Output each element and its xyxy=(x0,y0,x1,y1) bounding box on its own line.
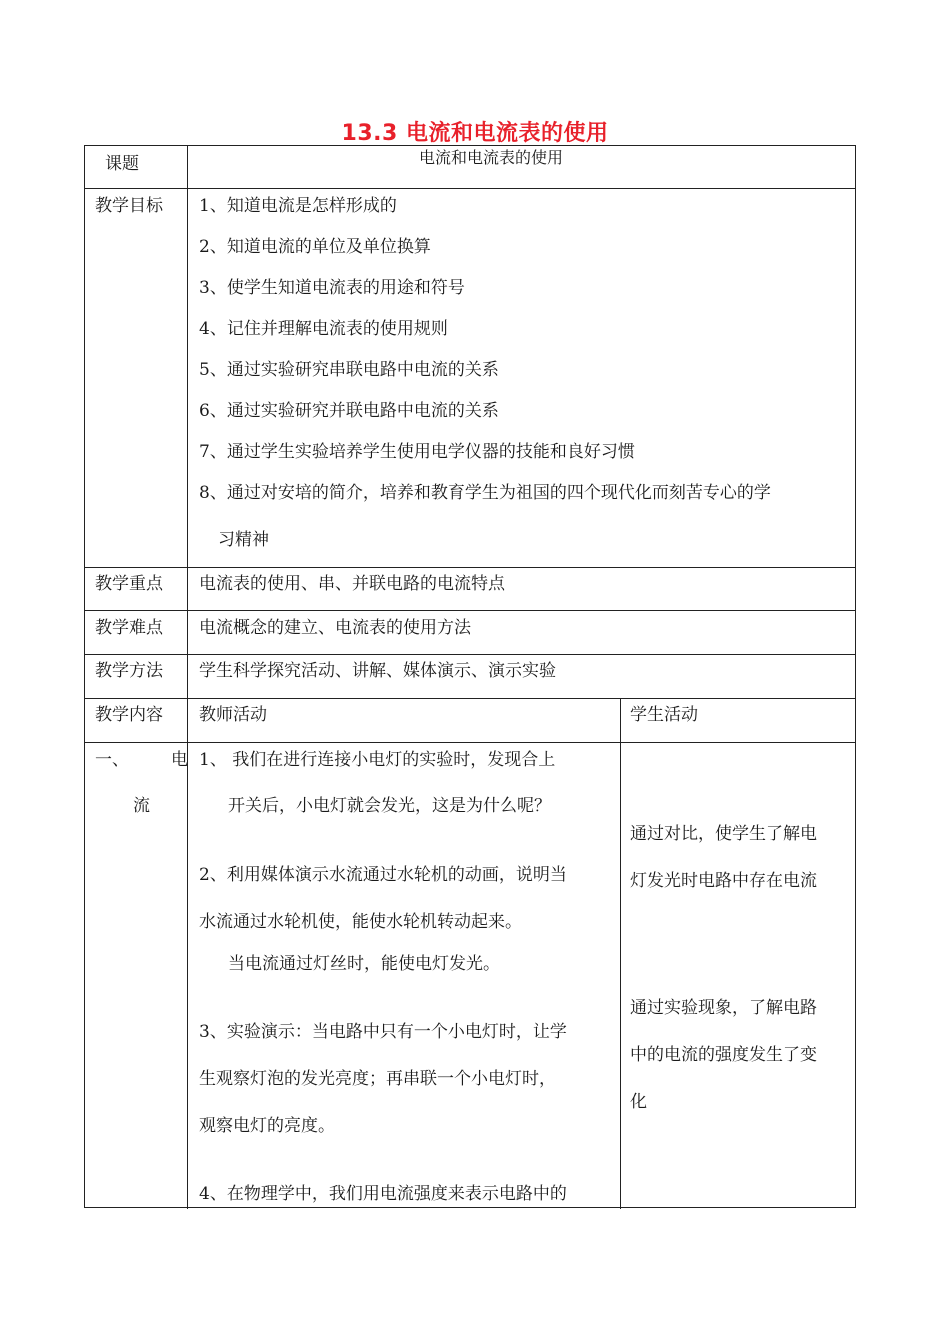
objective-item: 8、通过对安培的简介，培养和教育学生为祖国的四个现代化而刻苦专心的学 xyxy=(199,483,771,503)
section-number: 一、 xyxy=(95,750,129,770)
row-divider xyxy=(85,610,855,611)
focus-label: 教学重点 xyxy=(95,574,163,594)
difficulty-value: 电流概念的建立、电流表的使用方法 xyxy=(199,618,471,638)
section-title-char: 电 xyxy=(171,750,188,770)
row-divider xyxy=(85,567,855,568)
teacher-activity-line: 开关后，小电灯就会发光，这是为什么呢？ xyxy=(228,796,551,816)
difficulty-label: 教学难点 xyxy=(95,618,163,638)
teacher-activity-line: 3、实验演示：当电路中只有一个小电灯时，让学 xyxy=(199,1022,567,1042)
section-title-char: 流 xyxy=(133,796,150,816)
student-activity-line: 灯发光时电路中存在电流 xyxy=(630,871,817,891)
subject-label: 课题 xyxy=(105,154,139,174)
page-title: 13.3 电流和电流表的使用 xyxy=(341,121,609,146)
content-header-col2: 教师活动 xyxy=(199,705,267,725)
objective-item: 5、通过实验研究串联电路中电流的关系 xyxy=(199,360,499,380)
student-activity-line: 中的电流的强度发生了变 xyxy=(630,1045,817,1065)
column-divider xyxy=(187,146,188,1209)
method-value: 学生科学探究活动、讲解、媒体演示、演示实验 xyxy=(199,661,556,681)
objective-item: 7、通过学生实验培养学生使用电学仪器的技能和良好习惯 xyxy=(199,442,635,462)
method-label: 教学方法 xyxy=(95,661,163,681)
focus-value: 电流表的使用、串、并联电路的电流特点 xyxy=(199,574,505,594)
content-header-col3: 学生活动 xyxy=(630,705,698,725)
teacher-activity-line: 2、利用媒体演示水流通过水轮机的动画，说明当 xyxy=(199,865,567,885)
subject-value: 电流和电流表的使用 xyxy=(419,148,564,167)
objectives-label: 教学目标 xyxy=(95,196,163,216)
objective-item: 1、知道电流是怎样形成的 xyxy=(199,196,397,216)
student-activity-line: 通过实验现象，了解电路 xyxy=(630,998,817,1018)
objective-item: 3、使学生知道电流表的用途和符号 xyxy=(199,278,465,298)
row-divider xyxy=(85,188,855,189)
teacher-activity-line: 当电流通过灯丝时，能使电灯发光。 xyxy=(228,954,500,974)
student-activity-line: 化 xyxy=(630,1092,647,1112)
teacher-activity-line: 4、在物理学中，我们用电流强度来表示电路中的 xyxy=(199,1184,567,1204)
objective-item: 6、通过实验研究并联电路中电流的关系 xyxy=(199,401,499,421)
objective-item: 4、记住并理解电流表的使用规则 xyxy=(199,319,448,339)
objective-item: 习精神 xyxy=(218,530,269,550)
student-activity-line: 通过对比，使学生了解电 xyxy=(630,824,817,844)
row-divider xyxy=(85,654,855,655)
lesson-plan-table xyxy=(84,145,856,1208)
teacher-activity-line: 观察电灯的亮度。 xyxy=(199,1116,335,1136)
content-header-col1: 教学内容 xyxy=(95,705,163,725)
teacher-activity-line: 1、 我们在进行连接小电灯的实验时，发现合上 xyxy=(199,750,556,770)
objective-item: 2、知道电流的单位及单位换算 xyxy=(199,237,431,257)
row-divider xyxy=(85,698,855,699)
teacher-activity-line: 生观察灯泡的发光亮度；再串联一个小电灯时， xyxy=(199,1069,556,1089)
row-divider xyxy=(85,742,855,743)
column-divider xyxy=(620,698,621,1209)
teacher-activity-line: 水流通过水轮机使，能使水轮机转动起来。 xyxy=(199,912,522,932)
